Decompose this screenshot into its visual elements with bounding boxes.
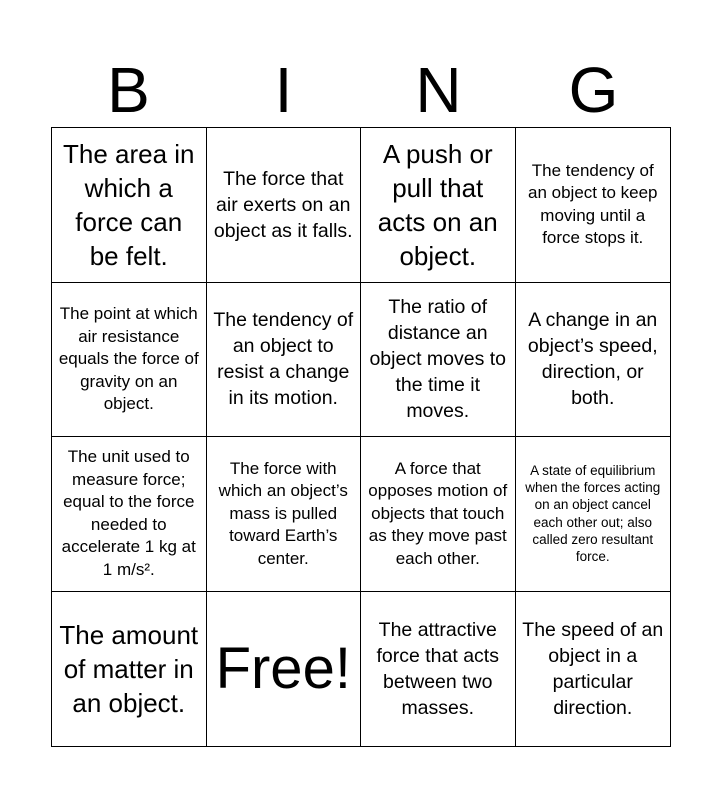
bingo-cell-text: The unit used to measure force; equal to the force needed to accelerate 1 kg at 1 m/s². xyxy=(61,447,196,579)
bingo-cell[interactable] xyxy=(516,283,671,438)
bingo-cell[interactable] xyxy=(361,283,516,438)
bingo-header xyxy=(51,55,671,125)
bingo-cell-text: The force with which an object’s mass is pulled toward Earth’s center. xyxy=(218,458,348,568)
bingo-cell[interactable] xyxy=(516,437,671,592)
bingo-cell[interactable] xyxy=(52,283,207,438)
bingo-cell[interactable] xyxy=(361,437,516,592)
bingo-cell[interactable] xyxy=(361,592,516,747)
header-letter-n: N xyxy=(415,54,462,126)
bingo-cell-text: The area in which a force can be felt. xyxy=(62,138,195,271)
bingo-card-grid xyxy=(51,127,671,747)
free-space-cell[interactable] xyxy=(207,592,362,747)
bingo-cell-text: A change in an object’s speed, direction, or both. xyxy=(527,309,658,410)
header-letter-g: G xyxy=(568,54,619,126)
bingo-cell[interactable] xyxy=(52,437,207,592)
bingo-cell-text: The force that air exerts on an object as it falls. xyxy=(213,167,353,242)
bingo-cell[interactable] xyxy=(207,128,362,283)
header-letter-b: B xyxy=(107,54,150,126)
bingo-cell-text: The attractive force that acts between two masses. xyxy=(376,618,499,719)
free-space-text: Free! xyxy=(215,635,351,701)
bingo-cell-text: A state of equilibrium when the forces acting on an object cancel each other out; also called zero resultant force. xyxy=(525,462,661,565)
bingo-cell-text: A force that opposes motion of objects that touch as they move past each other. xyxy=(368,458,508,568)
bingo-cell[interactable] xyxy=(361,128,516,283)
bingo-cell[interactable] xyxy=(52,592,207,747)
bingo-cell[interactable] xyxy=(52,128,207,283)
bingo-cell[interactable] xyxy=(516,128,671,283)
bingo-cell[interactable] xyxy=(516,592,671,747)
header-letter-i: I xyxy=(274,54,293,126)
bingo-cell-text: The speed of an object in a particular direction. xyxy=(522,618,664,719)
bingo-cell-text: The point at which air resistance equals the force of gravity on an object. xyxy=(58,304,199,413)
bingo-cell[interactable] xyxy=(207,437,362,592)
bingo-cell-text: The tendency of an object to keep moving until a force stops it. xyxy=(528,160,658,248)
bingo-cell-text: A push or pull that acts on an object. xyxy=(377,138,498,271)
bingo-cell[interactable] xyxy=(207,283,362,438)
bingo-cell-text: The tendency of an object to resist a change in its motion. xyxy=(213,309,354,410)
bingo-cell-text: The ratio of distance an object moves to the time it moves. xyxy=(369,296,507,423)
bingo-cell-text: The amount of matter in an object. xyxy=(59,619,199,718)
